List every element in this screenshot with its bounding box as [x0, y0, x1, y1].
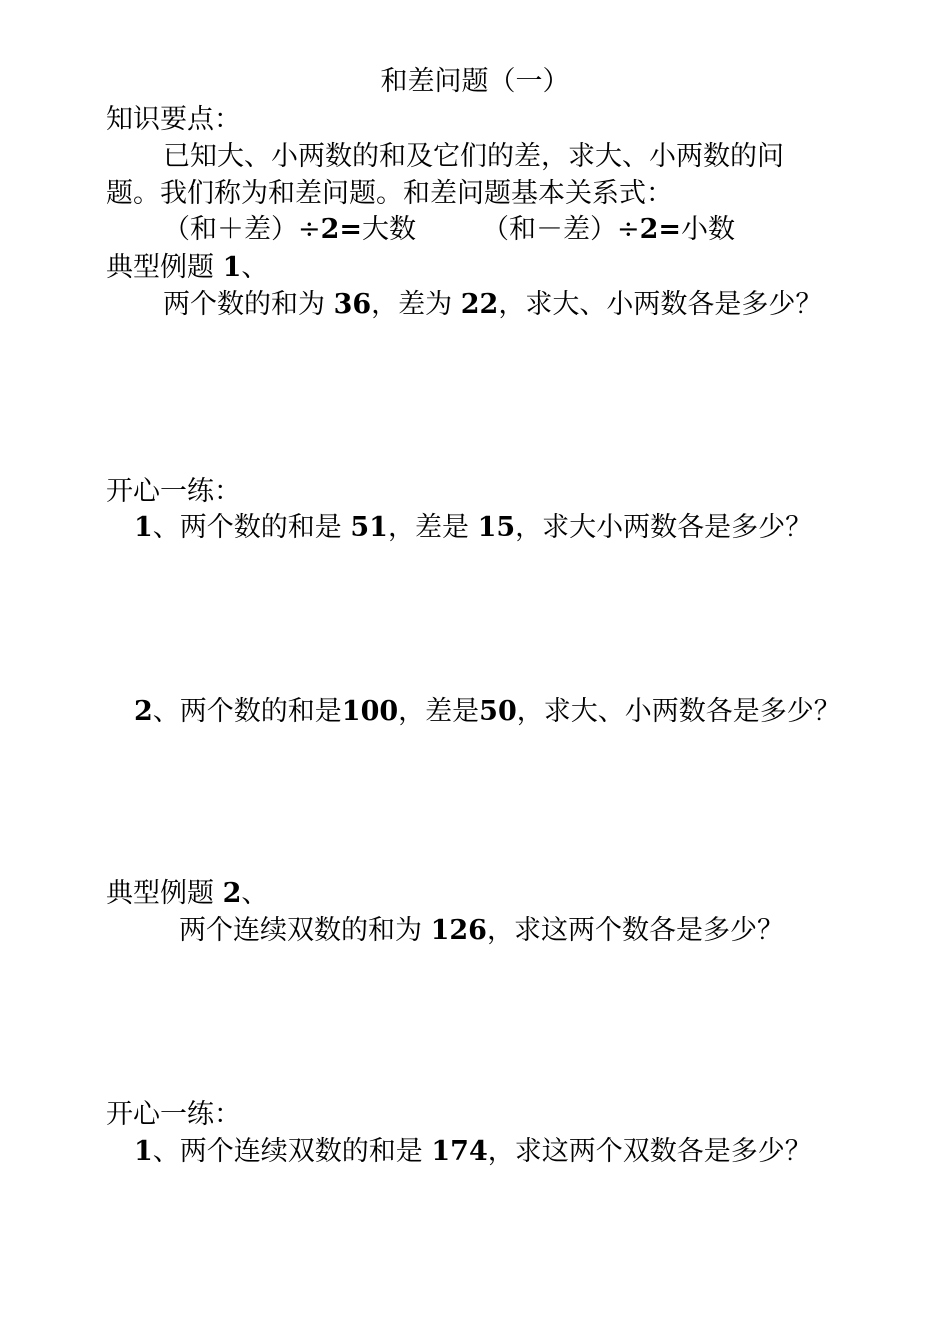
knowledge-heading: 知识要点： [106, 104, 241, 135]
practice-2-item-1-text-a: 、两个连续双数的和是 [152, 1136, 423, 1167]
example-2-heading-number: 2 [222, 878, 242, 909]
practice-2-heading: 开心一练： [106, 1099, 241, 1130]
practice-1-item-2 [134, 696, 841, 728]
practice-1-item-1-text-c: ，求大小两数各是多少？ [515, 512, 813, 543]
example-1-question [163, 289, 822, 321]
example-1-sum: 36 [333, 289, 372, 320]
practice-1-item-1-difference: 15 [477, 512, 516, 543]
practice-1-item-2-sum: 100 [341, 696, 399, 727]
practice-1-item-2-text-a: 、两个数的和是 [152, 696, 342, 727]
example-1-text-a: 两个数的和为 [163, 289, 325, 320]
practice-1-item-1-sum: 51 [350, 512, 388, 543]
example-2-sum: 126 [430, 915, 487, 946]
practice-1-item-2-text-b: ，差是 [398, 696, 480, 727]
formula-small-number [482, 214, 735, 246]
example-2-heading [106, 878, 268, 910]
practice-2-item-1-number: 1 [134, 1136, 153, 1167]
practice-2-item-1-text-c: ，求这两个双数各是多少？ [487, 1136, 812, 1167]
formula-small-divisor: 2= [639, 214, 682, 245]
formula-big-prefix: （和＋差）÷ [163, 214, 321, 245]
example-1-heading-suffix: 、 [241, 252, 269, 283]
practice-1-item-2-difference: 50 [479, 696, 517, 727]
example-1-difference: 22 [460, 289, 499, 320]
example-1-heading-number: 1 [222, 252, 242, 283]
example-1-text-b: ，差为 [371, 289, 453, 320]
practice-2-item-1-sum: 174 [431, 1136, 488, 1167]
practice-1-item-2-number: 2 [134, 696, 153, 727]
practice-1-item-1 [134, 512, 812, 544]
knowledge-text-line-1: 已知大、小两数的和及它们的差，求大、小两数的问 [163, 141, 784, 172]
practice-1-item-2-text-c: ，求大、小两数各是多少？ [516, 696, 841, 727]
practice-1-item-1-text-a: 、两个数的和是 [152, 512, 342, 543]
example-2-text-c: ，求这两个数各是多少？ [486, 915, 784, 946]
formula-small-result: 小数 [681, 214, 736, 245]
practice-2-item-1 [134, 1136, 812, 1168]
formula-big-divisor: 2= [320, 214, 363, 245]
formula-big-result: 大数 [362, 214, 417, 245]
formula-big-number [163, 214, 416, 246]
example-2-text-a: 两个连续双数的和为 [179, 915, 422, 946]
knowledge-text-line-2: 题。我们称为和差问题。和差问题基本关系式： [106, 178, 673, 209]
example-2-heading-suffix: 、 [241, 878, 269, 909]
example-2-heading-text: 典型例题 [106, 878, 214, 909]
page-title: 和差问题（一） [380, 66, 570, 97]
example-1-heading [106, 252, 268, 284]
formula-small-prefix: （和－差）÷ [482, 214, 640, 245]
example-2-question [179, 915, 784, 947]
practice-1-item-1-number: 1 [134, 512, 153, 543]
practice-1-heading: 开心一练： [106, 476, 241, 507]
practice-1-item-1-text-b: ，差是 [387, 512, 469, 543]
example-1-text-c: ，求大、小两数各是多少？ [498, 289, 823, 320]
example-1-heading-text: 典型例题 [106, 252, 214, 283]
